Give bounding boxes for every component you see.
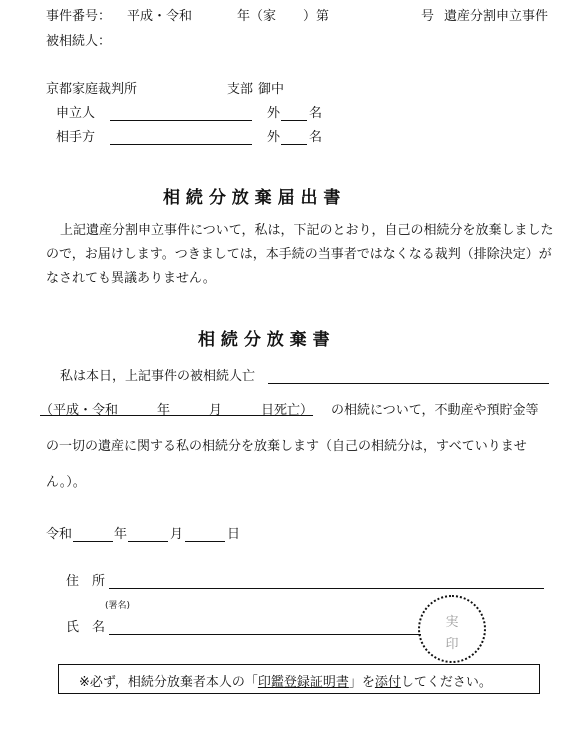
date-month-field[interactable] xyxy=(128,541,168,542)
waiver-line2: の相続について，不動産や預貯金等 xyxy=(331,403,539,418)
opponent-others-count[interactable] xyxy=(281,144,307,145)
applicant-others-label: 外 xyxy=(267,106,281,121)
notice-box xyxy=(58,664,540,694)
number-label: 号 xyxy=(421,9,435,24)
date-day-field[interactable] xyxy=(185,541,225,542)
applicant-persons-label: 名 xyxy=(309,106,323,121)
date-month-label: 月 xyxy=(170,527,184,542)
date-era: 令和 xyxy=(46,527,73,542)
opponent-label: 相手方 xyxy=(56,130,96,145)
case-number-close: ）第 xyxy=(303,9,330,24)
name-label: 氏 名 xyxy=(66,620,106,635)
applicant-field[interactable] xyxy=(110,120,252,121)
era-label: 平成・令和 xyxy=(127,9,193,24)
notification-body: 上記遺産分割申立事件について，私は，下記のとおり，自己の相続分を放棄しましたので，お届けします。つきましては，本手続の当事者ではなくなる裁判（排除決定）がなされても異議ありません。 xyxy=(46,223,554,286)
signed-note: (署名) xyxy=(105,601,131,611)
notification-title: 相 続 分 放 棄 届 出 書 xyxy=(163,188,341,208)
decedent-name-field[interactable] xyxy=(268,383,549,384)
branch-label: 支部 xyxy=(227,82,254,97)
notice-text xyxy=(79,671,492,690)
seal-char-bottom: 印 xyxy=(445,637,459,652)
case-number-label: 事件番号： xyxy=(46,9,112,24)
date-year-label: 年 xyxy=(114,527,128,542)
waiver-line3: の一切の遺産に関する私の相続分を放棄します（自己の相続分は，すべていりませ xyxy=(46,439,527,454)
waiver-title: 相 続 分 放 棄 書 xyxy=(198,330,330,350)
court-name: 京都家庭裁判所 xyxy=(46,82,138,97)
year-family-label: 年（家 xyxy=(237,9,277,24)
honorific: 御中 xyxy=(258,82,285,97)
opponent-persons-label: 名 xyxy=(309,130,323,145)
waiver-line4: ん。）。 xyxy=(46,475,86,490)
case-type: 遺産分割申立事件 xyxy=(444,9,549,24)
opponent-others-label: 外 xyxy=(267,130,281,145)
notice-doc: 印鑑登録証明書 xyxy=(257,675,349,690)
notice-attach: 添付 xyxy=(374,675,401,690)
applicant-others-count[interactable] xyxy=(281,120,307,121)
opponent-field[interactable] xyxy=(110,144,252,145)
date-year-field[interactable] xyxy=(73,541,113,542)
death-date: （平成・令和 年 月 日死亡） xyxy=(40,403,314,418)
seal-stamp-area[interactable] xyxy=(418,595,486,663)
seal-char-top: 実 xyxy=(445,615,459,630)
waiver-line1: 私は本日，上記事件の被相続人亡 xyxy=(60,369,256,384)
address-field[interactable] xyxy=(109,588,544,589)
date-day-label: 日 xyxy=(227,527,241,542)
decedent-label: 被相続人： xyxy=(46,34,112,49)
name-field[interactable] xyxy=(109,634,421,635)
applicant-label: 申立人 xyxy=(56,106,96,121)
notice-suffix: してください。 xyxy=(400,675,492,690)
notice-middle: 」を xyxy=(348,675,375,690)
address-label: 住 所 xyxy=(66,574,106,589)
notice-prefix: ※必ず，相続分放棄者本人の「 xyxy=(79,675,258,690)
